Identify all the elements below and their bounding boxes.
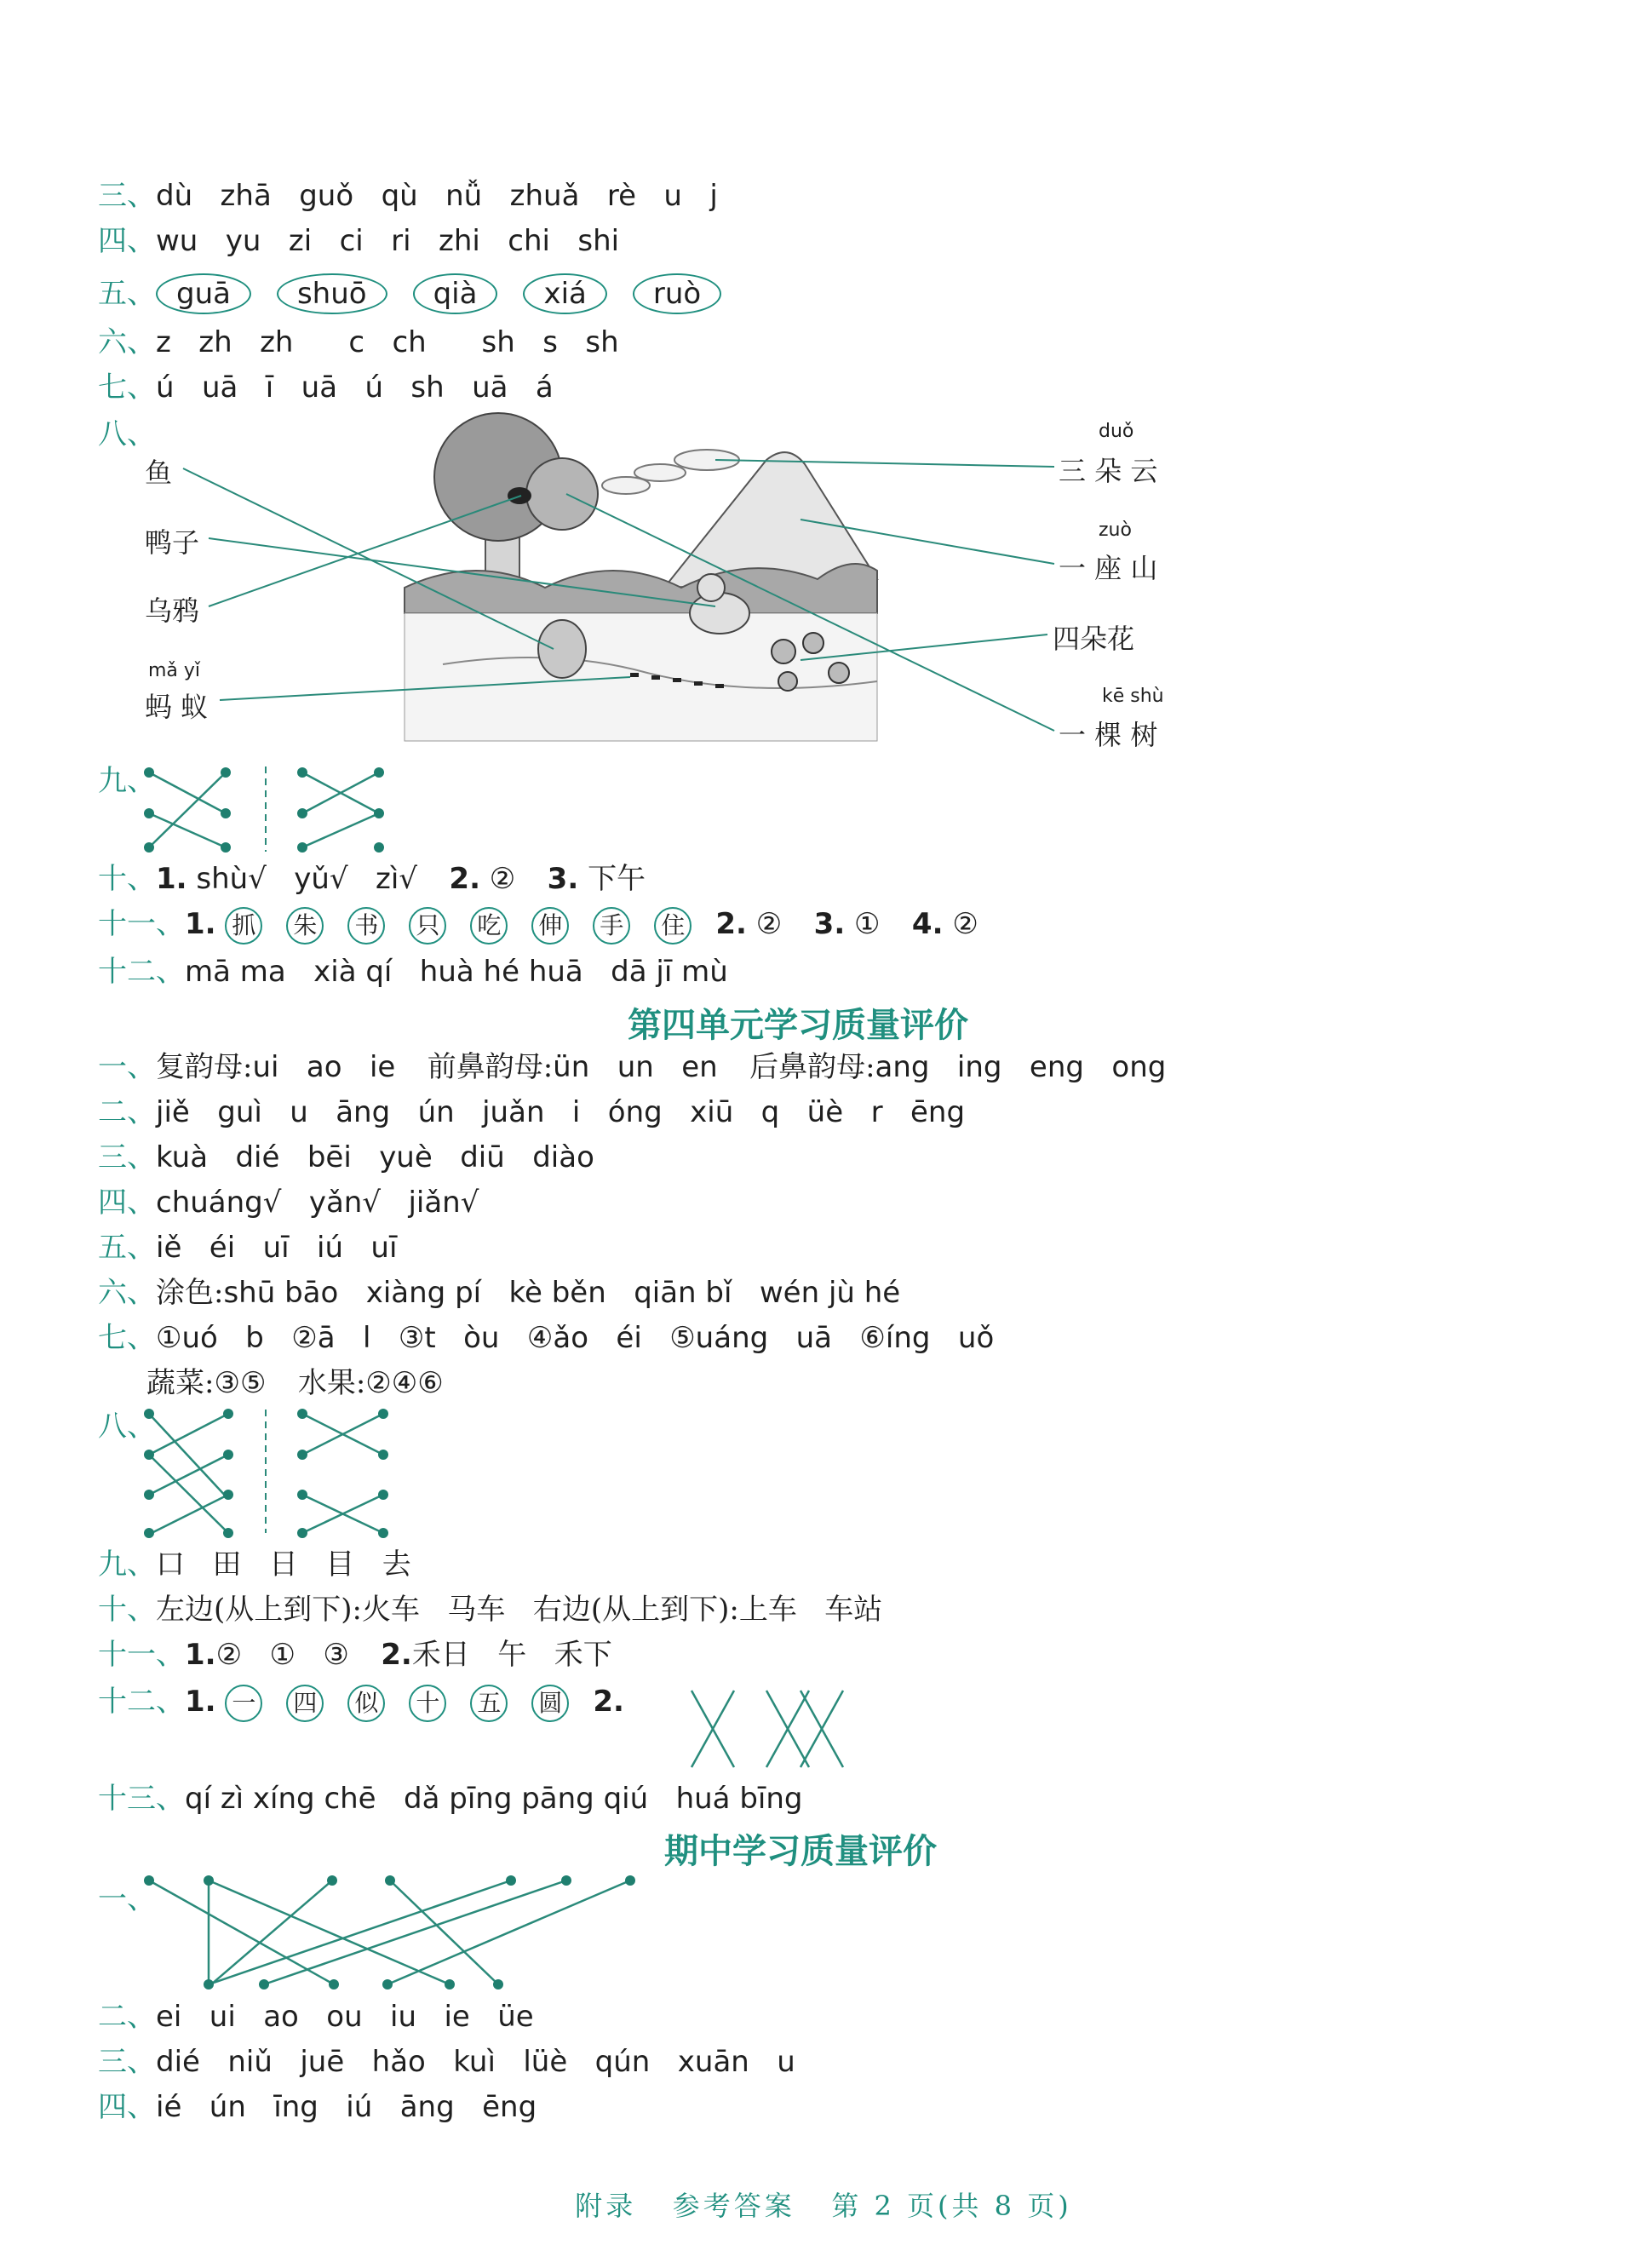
- part-number: 4.: [911, 907, 944, 941]
- item-number: 八、: [98, 1410, 156, 1444]
- answer-text: wu yu zi ci ri zhi chi shi: [156, 224, 620, 258]
- answer-text: ié ún īng iú āng ēng: [156, 2090, 537, 2124]
- item-number: 二、: [98, 1095, 156, 1129]
- answer-text: ①: [854, 907, 881, 941]
- answer-text: ② ① ③: [215, 1638, 349, 1672]
- circled-char: 朱: [286, 907, 324, 945]
- u4-line-7: [98, 1321, 994, 1355]
- u4-line-6: [98, 1276, 900, 1310]
- part-number: 3.: [547, 862, 579, 896]
- answer-text: iě éi uī iú uī: [156, 1231, 398, 1265]
- answer-text: ui ao ie: [252, 1050, 396, 1084]
- part-number: 2.: [593, 1685, 624, 1719]
- answer-text: qí zì xíng chē dǎ pīng pāng qiú huá bīng: [185, 1782, 803, 1816]
- answer-text: jiě guì u āng ún juǎn i óng xiū q üè r ēng: [156, 1095, 966, 1129]
- cross-diagram-u4-8: [144, 1409, 388, 1538]
- circled-char: 五: [470, 1685, 508, 1722]
- answer-text: shù√ yǔ√ zì√: [196, 862, 418, 896]
- answer-text: ②: [755, 907, 783, 941]
- answer-text: 左边(从上到下):火车 马车 右边(从上到下):上车 车站: [156, 1593, 883, 1627]
- answer-text: ú uā ī uā ú sh uā á: [156, 370, 554, 405]
- u4-line-4: [98, 1186, 479, 1220]
- mid-line-3: [98, 2045, 795, 2079]
- item-number: 五、: [98, 1231, 156, 1265]
- label-tree: 一 棵 树: [1059, 719, 1158, 751]
- circled-char: 只: [409, 907, 446, 945]
- item-number: 四、: [98, 1186, 156, 1220]
- answer-text: 禾日 午 禾下: [411, 1638, 612, 1672]
- pinyin-cloud: duǒ: [1099, 421, 1134, 442]
- part-number: 2.: [715, 907, 747, 941]
- part-number: 1.: [185, 907, 216, 941]
- u3-line-10: [98, 862, 646, 896]
- circled-char: 似: [347, 1685, 385, 1722]
- item-number: 八、: [98, 417, 156, 451]
- circled-char: 抓: [225, 907, 262, 945]
- circled-answer: shuō: [277, 273, 387, 314]
- circled-answer: guā: [156, 273, 251, 314]
- label-fish: 鱼: [145, 456, 173, 489]
- u4-line-7b: [146, 1366, 444, 1400]
- item-number: 五、: [98, 277, 156, 311]
- item-number: 十二、: [98, 955, 185, 989]
- part-number: 2.: [449, 862, 480, 896]
- answer-text: kuà dié bēi yuè diū diào: [156, 1140, 594, 1174]
- answer-text: ei ui ao ou iu ie üe: [156, 2000, 534, 2034]
- circled-char: 手: [593, 907, 630, 945]
- item-number: 七、: [98, 370, 156, 405]
- item-number: 六、: [98, 325, 156, 359]
- answer-text: ③⑤: [214, 1366, 267, 1400]
- item-number: 十三、: [98, 1782, 185, 1816]
- circled-char: 一: [225, 1685, 262, 1722]
- cross-diagram-u4-12: [692, 1691, 843, 1767]
- part-number: 1.: [185, 1685, 216, 1719]
- u4-line-2: [98, 1095, 965, 1129]
- u4-line-3: [98, 1140, 594, 1174]
- answer-text: dié niǔ juē hǎo kuì lüè qún xuān u: [156, 2045, 795, 2079]
- item-number: 七、: [98, 1321, 156, 1355]
- item-number: 四、: [98, 2090, 156, 2124]
- item-number: 三、: [98, 2045, 156, 2079]
- item-number: 一、: [98, 1882, 156, 1916]
- part-number: 2.: [381, 1638, 412, 1672]
- circled-char: 书: [347, 907, 385, 945]
- circled-char: 四: [286, 1685, 324, 1722]
- answer-text: ②④⑥: [365, 1366, 444, 1400]
- circled-char: 吃: [470, 907, 508, 945]
- u4-line-13: [98, 1782, 802, 1816]
- answer-text: ün un en: [553, 1050, 718, 1084]
- label: 水果:: [297, 1366, 366, 1400]
- item-number: 九、: [98, 1547, 156, 1582]
- label-clouds: 三 朵 云: [1059, 455, 1158, 487]
- answer-text: ang ing eng ong: [875, 1050, 1167, 1084]
- circled-char: 圆: [531, 1685, 569, 1722]
- item-number: 十、: [98, 862, 156, 896]
- part-number: 1.: [156, 862, 187, 896]
- u3-line-12: [98, 955, 728, 989]
- u4-line-8: [98, 1410, 156, 1444]
- match-lines-mid-1: [144, 1875, 635, 1990]
- cross-diagram-u3-9: [144, 767, 384, 853]
- item-number: 三、: [98, 1140, 156, 1174]
- section-title-midterm: 期中学习质量评价: [664, 1832, 937, 1871]
- item-number: 十一、: [98, 907, 185, 941]
- answer-text: 下午: [588, 862, 646, 896]
- fish-icon: [538, 620, 586, 678]
- mid-line-1: [98, 1882, 156, 1916]
- circled-char: 伸: [531, 907, 569, 945]
- answer-text: z zh zh c ch sh s sh: [156, 325, 619, 359]
- label: 前鼻韵母:: [427, 1050, 554, 1084]
- u4-line-12: [98, 1685, 624, 1722]
- item-number: 一、: [98, 1050, 156, 1084]
- answer-text: ②: [489, 862, 516, 896]
- answer-text: ①uó b ②ā l ③t òu ④ǎo éi ⑤uáng uā ⑥íng uǒ: [156, 1321, 995, 1355]
- label: 涂色:: [156, 1276, 224, 1310]
- circled-answer: qià: [413, 273, 498, 314]
- pinyin-mountain: zuò: [1099, 520, 1132, 541]
- answer-text: chuáng√ yǎn√ jiǎn√: [156, 1186, 479, 1220]
- cloud-icon: [602, 477, 650, 494]
- pinyin-tree: kē shù: [1102, 686, 1164, 707]
- answer-text: ②: [952, 907, 978, 941]
- item-number: 六、: [98, 1276, 156, 1310]
- answer-text: mā ma xià qí huà hé huā dā jī mù: [185, 955, 728, 989]
- u4-line-5: [98, 1231, 397, 1265]
- part-number: 1.: [185, 1638, 216, 1672]
- u3-line-11: [98, 907, 978, 945]
- u4-line-10: [98, 1593, 882, 1627]
- circled-answer: xiá: [523, 273, 606, 314]
- mid-line-2: [98, 2000, 534, 2034]
- item-number: 十一、: [98, 1638, 185, 1672]
- label: 复韵母:: [156, 1050, 253, 1084]
- label: 蔬菜:: [146, 1366, 215, 1400]
- answer-text: dù zhā guǒ qù nǚ zhuǎ rè u j: [156, 179, 718, 213]
- mid-line-4: [98, 2090, 537, 2124]
- circled-answer: ruò: [633, 273, 721, 314]
- page-footer: 附录 参考答案 第 2 页(共 8 页): [575, 2190, 1072, 2222]
- answer-text: shū bāo xiàng pí kè běn qiān bǐ wén jù hé: [223, 1276, 901, 1310]
- item-number: 二、: [98, 2000, 156, 2034]
- u4-line-1: [98, 1050, 1166, 1084]
- label-mountain: 一 座 山: [1059, 552, 1158, 584]
- pinyin-ant: mǎ yǐ: [148, 660, 201, 681]
- item-number: 三、: [98, 179, 156, 213]
- label-ant: 蚂 蚁: [145, 691, 209, 723]
- label-flowers: 四朵花: [1053, 623, 1135, 655]
- item-number: 九、: [98, 764, 156, 798]
- item-number: 四、: [98, 224, 156, 258]
- answer-text: 口 田 日 目 去: [156, 1547, 411, 1582]
- u4-line-11: [98, 1638, 612, 1672]
- item-number: 十、: [98, 1593, 156, 1627]
- label-duck: 鸭子: [145, 526, 200, 559]
- item-number: 十二、: [98, 1685, 185, 1719]
- u4-line-9: [98, 1547, 411, 1582]
- circled-char: 十: [409, 1685, 446, 1722]
- section-title-unit4: 第四单元学习质量评价: [628, 1006, 968, 1045]
- label-crow: 乌鸦: [145, 594, 200, 627]
- part-number: 3.: [813, 907, 846, 941]
- label: 后鼻韵母:: [749, 1050, 875, 1084]
- circled-char: 住: [654, 907, 692, 945]
- flower-icon: [772, 640, 795, 663]
- u3-line-9: [98, 764, 156, 798]
